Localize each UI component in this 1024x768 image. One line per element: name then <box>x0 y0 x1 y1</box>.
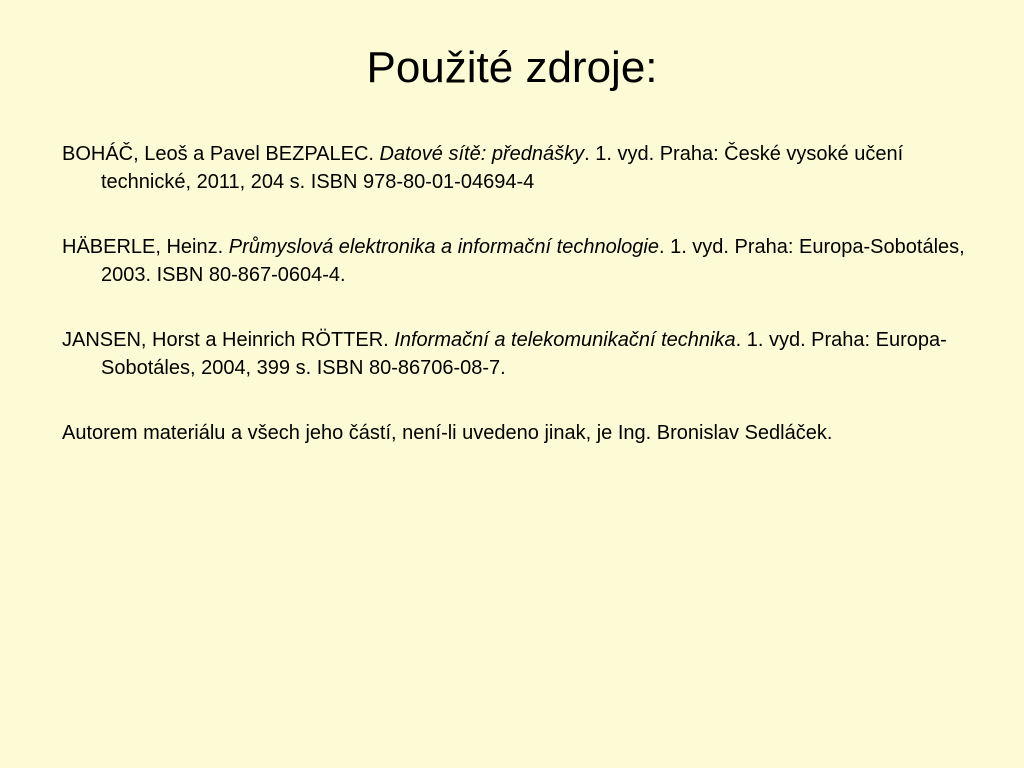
reference-title: Datové sítě: přednášky <box>379 143 585 165</box>
reference-item <box>62 233 982 289</box>
reference-item <box>62 140 982 196</box>
slide-title: Použité zdroje: <box>366 43 658 92</box>
reference-authors: HÄBERLE, Heinz. <box>62 236 229 258</box>
reference-details: . 1. vyd. Praha: České vysoké učení technické, 2011, 204 s. ISBN 978-80-01-04694-4 <box>101 143 904 193</box>
author-note: Autorem materiálu a všech jeho částí, není-li uvedeno jinak, je Ing. Bronislav Sedláček. <box>62 422 833 444</box>
reference-details: . 1. vyd. Praha: Europa-Sobotáles, 2004, 399 s. ISBN 80-86706-08-7. <box>101 329 947 379</box>
reference-title: Průmyslová elektronika a informační technologie <box>228 236 659 258</box>
reference-item <box>62 326 982 382</box>
reference-details: . 1. vyd. Praha: Europa-Sobotáles, 2003. ISBN 80-867-0604-4. <box>101 236 965 286</box>
reference-authors: JANSEN, Horst a Heinrich RÖTTER. <box>62 329 395 351</box>
reference-title: Informační a telekomunikační technika <box>394 329 736 351</box>
references-list <box>62 140 982 447</box>
reference-authors: BOHÁČ, Leoš a Pavel BEZPALEC. <box>62 143 380 165</box>
